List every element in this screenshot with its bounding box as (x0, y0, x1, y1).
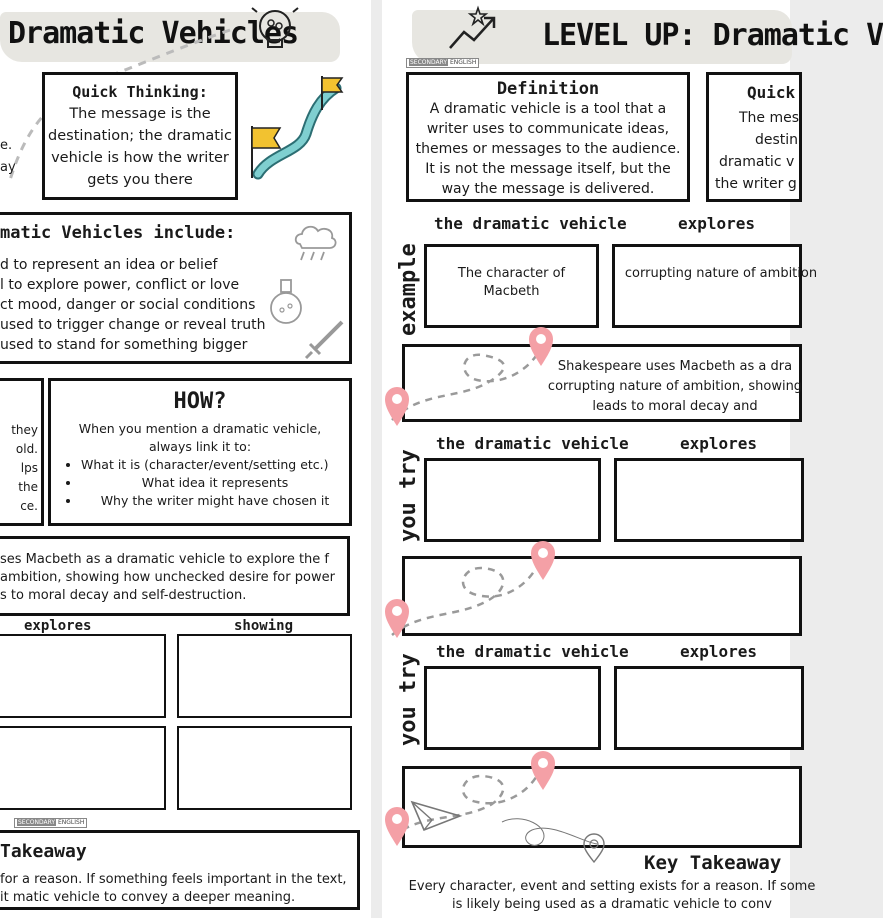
fragment-line: lps (20, 461, 38, 475)
vehicles-include-list (0, 255, 265, 355)
location-pin-outline-icon (582, 834, 606, 864)
location-pin-icon (384, 598, 410, 640)
definition-text: A dramatic vehicle is a tool that a writer uses to communicate ideas, themes or messages to the audience. It is not the message itself, but the way the message is delivered. (415, 101, 681, 197)
location-pin-icon (384, 386, 410, 428)
quick-text (709, 107, 829, 195)
include-item: l to explore power, conflict or love (0, 277, 240, 293)
how-bullet: • What it is (character/event/setting etc.) (81, 456, 349, 474)
page-title: Dramatic Vehicles (8, 16, 299, 51)
how-bullet (81, 474, 349, 492)
quick-thinking-box (706, 72, 802, 202)
how-bullet (81, 492, 349, 510)
location-pin-icon (530, 750, 556, 792)
right-worksheet-page (382, 0, 883, 918)
row-label-you-try: you try (396, 653, 421, 746)
location-pin-icon (530, 540, 556, 582)
explores-answer-box[interactable] (0, 726, 166, 810)
fragment-line: the (18, 480, 38, 494)
definition-fragments (0, 135, 16, 179)
how-intro: When you mention a dramatic vehicle, always link it to: (78, 421, 322, 454)
include-item: used to stand for something bigger (0, 337, 248, 353)
example-sentence: ses Macbeth as a dramatic vehicle to explore the f ambition, showing how unchecked desire for power s to moral decay and self-destruction. (0, 552, 335, 603)
explores-answer-box[interactable] (614, 458, 804, 542)
definition-box (406, 72, 690, 202)
column-header-explores: explores (680, 434, 758, 453)
quick-thinking-heading: Quick Thinking: (72, 83, 208, 101)
partial-box-text (11, 421, 38, 516)
sword-icon (304, 318, 346, 360)
quick-line: The mes (739, 110, 800, 126)
quick-line: dramatic v (719, 154, 795, 170)
logo-part: ENGLISH (450, 59, 477, 66)
key-takeaway-text: Every character, event and setting exists for a reason. If some is likely being used as a dramatic vehicle to conv (408, 879, 816, 912)
quick-line: destin (755, 132, 799, 148)
partial-box-left (0, 378, 44, 526)
location-pin-icon (528, 326, 554, 368)
example-explores-box (612, 244, 818, 328)
vehicle-answer-box[interactable] (424, 458, 601, 542)
logo-part: ENGLISH (58, 819, 85, 826)
takeaway-text: for a reason. If something feels important in the text, it matic vehicle to convey a deeper meaning. (0, 872, 347, 905)
location-pin-icon (384, 806, 410, 848)
explores-answer-box[interactable] (0, 634, 166, 718)
include-item: used to trigger change or reveal truth (0, 317, 266, 333)
example-sentence-box (0, 536, 350, 616)
example-explores-text: corrupting nature of ambition (624, 266, 818, 281)
include-item: ct mood, danger or social conditions (0, 297, 256, 313)
vehicle-answer-box[interactable] (424, 666, 601, 750)
fragment-line: e. (0, 138, 13, 153)
showing-answer-box[interactable] (177, 634, 352, 718)
column-header-explores: explores (24, 618, 92, 634)
how-bullet-text: Why the writer might have chosen it (100, 493, 330, 508)
fragment-line: old. (15, 442, 38, 456)
secondary-english-logo (406, 58, 479, 68)
page-title: LEVEL UP: Dramatic V (542, 18, 883, 53)
row-label-you-try: you try (396, 449, 421, 542)
left-worksheet-page (0, 0, 371, 918)
quick-thinking-box (42, 72, 238, 200)
how-bullet-text: What idea it represents (141, 475, 289, 490)
logo-part: SECONDARY (18, 819, 56, 826)
explores-answer-box[interactable] (614, 666, 804, 750)
column-header-showing: showing (234, 618, 294, 634)
how-bullets (59, 456, 349, 510)
takeaway-heading: Takeaway (0, 841, 87, 862)
fragment-line: ce. (20, 499, 38, 513)
example-sentence (535, 357, 815, 417)
fragment-line: ay (0, 160, 16, 175)
column-header-explores: explores (678, 214, 756, 233)
row-label-example: example (396, 243, 421, 336)
secondary-english-logo (14, 818, 87, 828)
road-with-flags-illustration (240, 74, 350, 186)
potion-bottle-icon (266, 278, 306, 328)
example-vehicle-text: The character of Macbeth (457, 266, 566, 299)
include-item: d to represent an idea or belief (0, 257, 218, 273)
quick-thinking-text: The message is the destination; the dramatic vehicle is how the writer gets you there (48, 106, 232, 188)
quick-heading: Quick (747, 83, 796, 102)
how-box (48, 378, 352, 526)
takeaway-box (0, 830, 360, 910)
column-header-explores: explores (680, 642, 758, 661)
column-header-vehicle: the dramatic vehicle (434, 214, 627, 233)
definition-heading: Definition (496, 79, 600, 99)
how-heading: HOW? (173, 389, 227, 414)
key-takeaway-heading: Key Takeaway (644, 852, 782, 874)
column-header-vehicle: the dramatic vehicle (436, 642, 629, 661)
quick-line: the writer g (715, 176, 797, 192)
storm-cloud-icon (292, 222, 338, 266)
example-sentence-text: Shakespeare uses Macbeth as a dra corrupting nature of ambition, showing leads to moral decay and (547, 359, 803, 414)
example-vehicle-box (424, 244, 599, 328)
fragment-line: they (11, 423, 38, 437)
level-up-arrow-icon (448, 6, 500, 52)
paper-plane-icon (410, 798, 462, 834)
column-header-vehicle: the dramatic vehicle (436, 434, 629, 453)
showing-answer-box[interactable] (177, 726, 352, 810)
vehicles-include-heading: matic Vehicles include: (0, 223, 236, 243)
logo-part: SECONDARY (410, 59, 448, 66)
